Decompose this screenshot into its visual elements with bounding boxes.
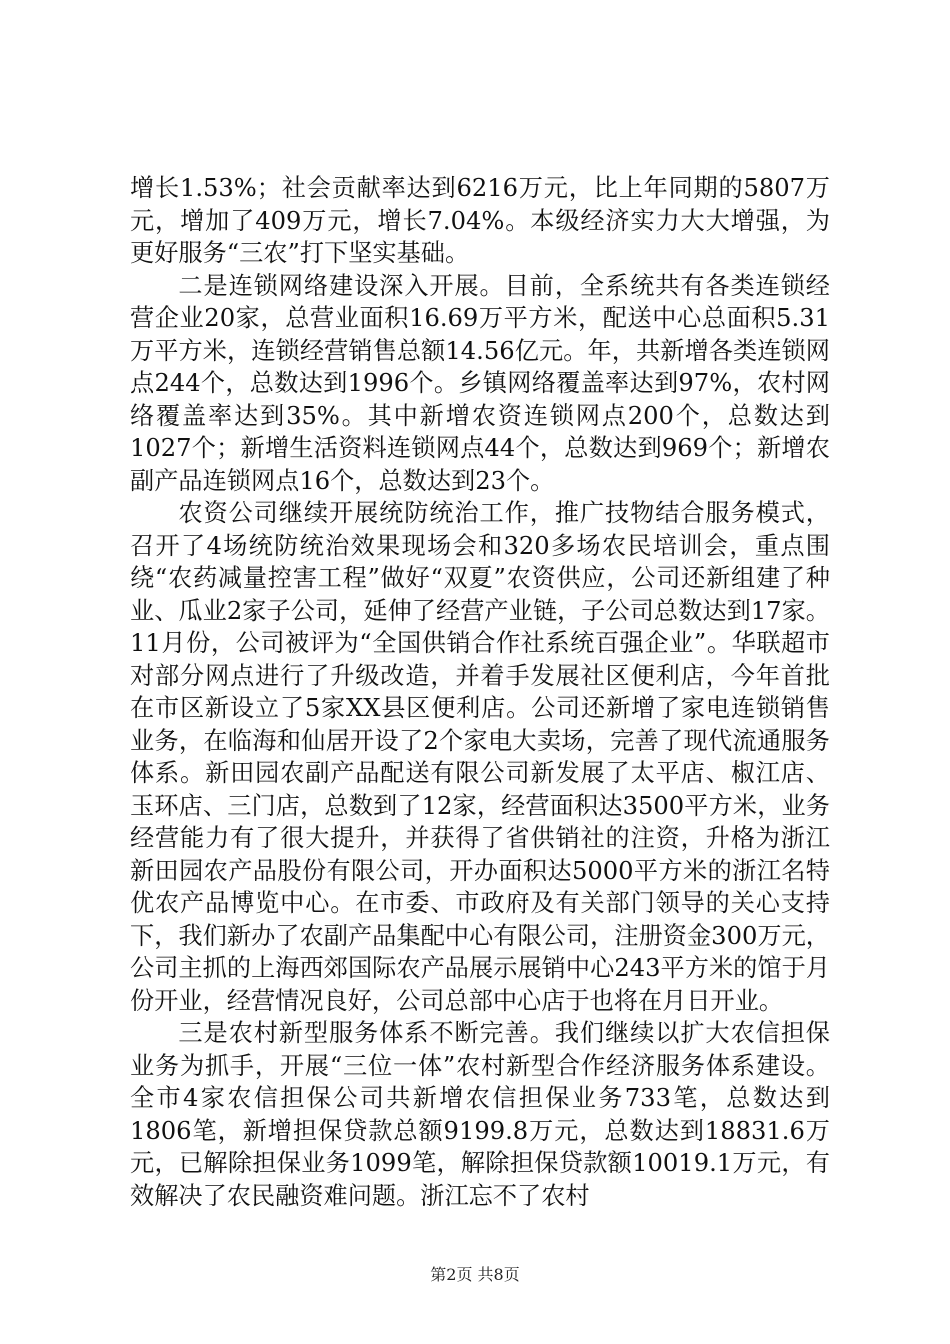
paragraph-chain-network: 二是连锁网络建设深入开展。目前，全系统共有各类连锁经营企业20家，总营业面积16.69万平方米，配送中心总面积5.31万平方米，连锁经营销售总额14.56亿元。年，共新增各类连锁网点244个，总数达到1996个。乡镇网络覆盖率达到97%，农村网络覆盖率达到35%。其中新增农资连锁网点200个，总数达到1027个；新增生活资料连锁网点44个，总数达到969个；新增农副产品连锁网点16个，总数达到23个。 [130, 271, 830, 495]
page-number-footer: 第2页 共8页 [430, 1265, 520, 1284]
document-body [130, 172, 830, 1212]
paragraph-agri-company: 农资公司继续开展统防统治工作，推广技物结合服务模式，召开了4场统防统治效果现场会和320多场农民培训会，重点围绕“农药减量控害工程”做好“双夏”农资供应，公司还新组建了种业、瓜业2家子公司，延伸了经营产业链，子公司总数达到17家。11月份，公司被评为“全国供销合作社系统百强企业”。华联超市对部分网点进行了升级改造，并着手发展社区便利店，今年首批在市区新设立了5家XX县区便利店。公司还新增了家电连锁销售业务，在临海和仙居开设了2个家电大卖场，完善了现代流通服务体系。新田园农副产品配送有限公司新发展了太平店、椒江店、玉环店、三门店，总数到了12家，经营面积达3500平方米，业务经营能力有了很大提升，并获得了省供销社的注资，升格为浙江新田园农产品股份有限公司，开办面积达5000平方米的浙江名特优农产品博览中心。在市委、市政府及有关部门领导的关心支持下，我们新办了农副产品集配中心有限公司，注册资金300万元，公司主抓的上海西郊国际农产品展示展销中心243平方米的馆于月份开业，经营情况良好，公司总部中心店于也将在月日开业。 [130, 499, 830, 1015]
paragraph-service-system: 三是农村新型服务体系不断完善。我们继续以扩大农信担保业务为抓手，开展“三位一体”农村新型合作经济服务体系建设。全市4家农信担保公司共新增农信担保业务733笔，总数达到1806笔，新增担保贷款总额9199.8万元，总数达到18831.6万元，已解除担保业务1099笔，解除担保贷款额10019.1万元，有效解决了农民融资难问题。浙江忘不了农村 [130, 1019, 830, 1210]
paragraph-continuation: 增长1.53%；社会贡献率达到6216万元，比上年同期的5807万元，增加了409万元，增长7.04%。本级经济实力大大增强，为更好服务“三农”打下坚实基础。 [130, 174, 830, 267]
